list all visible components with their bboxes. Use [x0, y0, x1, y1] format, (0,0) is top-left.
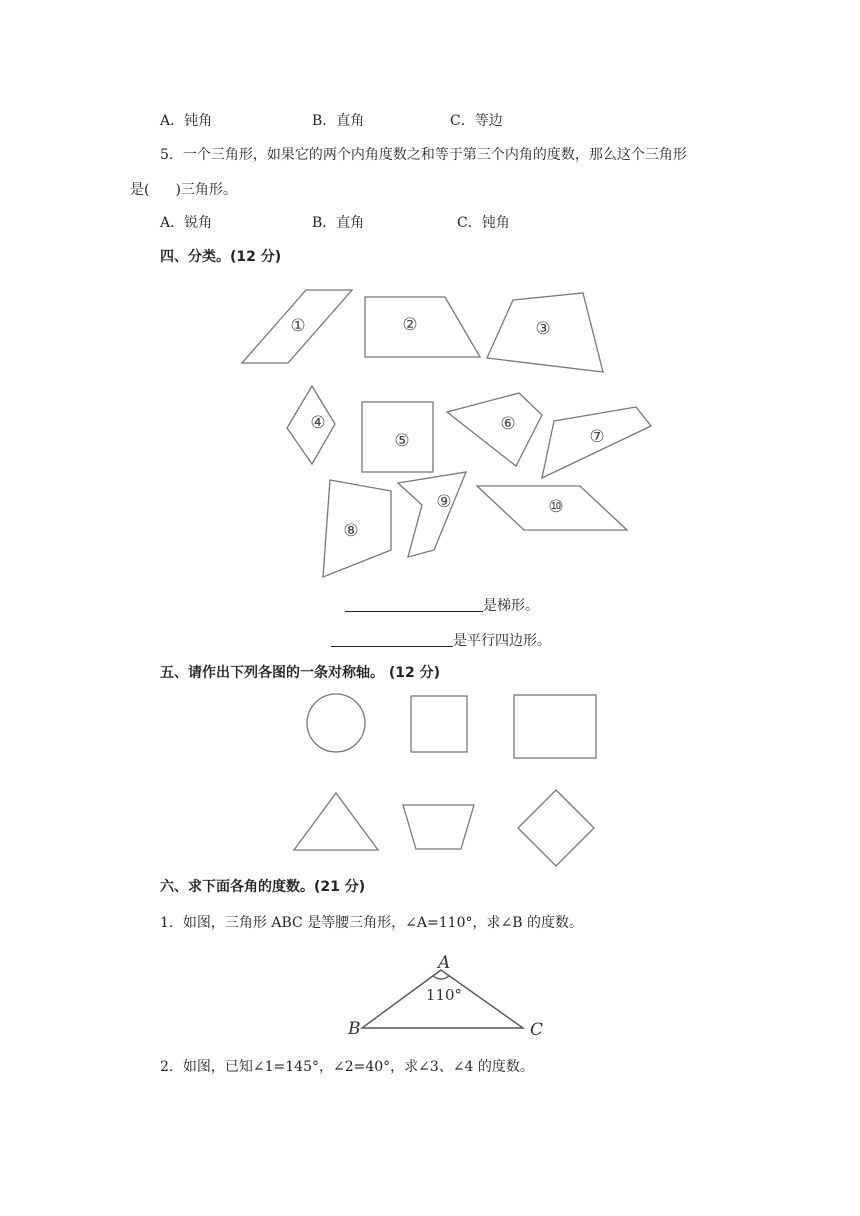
q5-option-a: A．锐角	[160, 215, 213, 231]
q5-option-c: C．钝角	[457, 215, 510, 231]
shape-10-label: ⑩	[548, 497, 564, 517]
shape-7-label: ⑦	[589, 427, 605, 447]
trapezoid-answer-suffix: 是梯形。	[483, 598, 539, 614]
vertex-c-label: C	[530, 1020, 544, 1040]
shape-8-trapezoid	[323, 480, 391, 577]
trapezoid-answer-line	[345, 596, 539, 616]
q5-stem-pre: 是(	[130, 182, 150, 198]
symmetry-triangle	[294, 793, 378, 850]
shape-9-label: ⑨	[436, 492, 452, 512]
section6-q2: 2．如图，已知∠1=145°，∠2=40°，求∠3、∠4 的度数。	[160, 1059, 534, 1075]
q5-stem-post: )三角形。	[175, 182, 237, 198]
shape-1-label: ①	[290, 316, 306, 336]
symmetry-circle	[307, 694, 365, 752]
shape-4-label: ④	[310, 413, 326, 433]
shape-3-trapezoid	[487, 293, 603, 372]
shape-2-trapezoid	[365, 297, 480, 357]
symmetry-rhombus	[518, 790, 594, 866]
shape-1-parallelogram	[242, 290, 352, 363]
vertex-b-label: B	[348, 1019, 361, 1039]
parallelogram-answer-line	[331, 631, 551, 651]
symmetry-trapezoid	[403, 805, 474, 849]
shape-2-label: ②	[402, 315, 418, 335]
symmetry-rectangle	[514, 695, 596, 758]
shape-7-trapezoid	[542, 407, 651, 478]
shape-6-label: ⑥	[500, 414, 516, 434]
section6-title: 六、求下面各角的度数。(21 分)	[160, 879, 366, 895]
section4-title: 四、分类。(12 分)	[160, 249, 282, 265]
q5-stem-line1: 5．一个三角形，如果它的两个内角度数之和等于第三个内角的度数，那么这个三角形	[160, 147, 687, 163]
section6-q1: 1．如图，三角形 ABC 是等腰三角形，∠A=110°，求∠B 的度数。	[160, 915, 583, 931]
section5-title: 五、请作出下列各图的一条对称轴。 (12 分)	[160, 665, 441, 681]
shape-8-label: ⑧	[343, 521, 359, 541]
angle-a-value: 110°	[425, 986, 463, 1004]
angle-a-arc	[433, 976, 449, 979]
q5-option-b: B．直角	[312, 215, 365, 231]
parallelogram-answer-blank[interactable]	[331, 632, 453, 647]
shape-9-quadrilateral	[398, 472, 466, 557]
shape-4-rhombus	[287, 386, 335, 464]
q4-option-a: A．钝角	[160, 113, 213, 129]
triangle-abc	[347, 953, 543, 1040]
parallelogram-answer-suffix: 是平行四边形。	[453, 633, 551, 649]
q4-option-c: C．等边	[450, 113, 503, 129]
shape-6-quadrilateral	[447, 393, 542, 466]
shape-10-parallelogram	[477, 486, 627, 530]
symmetry-square	[411, 696, 467, 752]
trapezoid-answer-blank[interactable]	[345, 597, 483, 612]
shape-5-label: ⑤	[394, 431, 410, 451]
shape-5-square	[362, 402, 433, 472]
shape-3-label: ③	[535, 319, 551, 339]
vertex-a-label: A	[438, 953, 451, 973]
q4-option-b: B．直角	[312, 113, 365, 129]
